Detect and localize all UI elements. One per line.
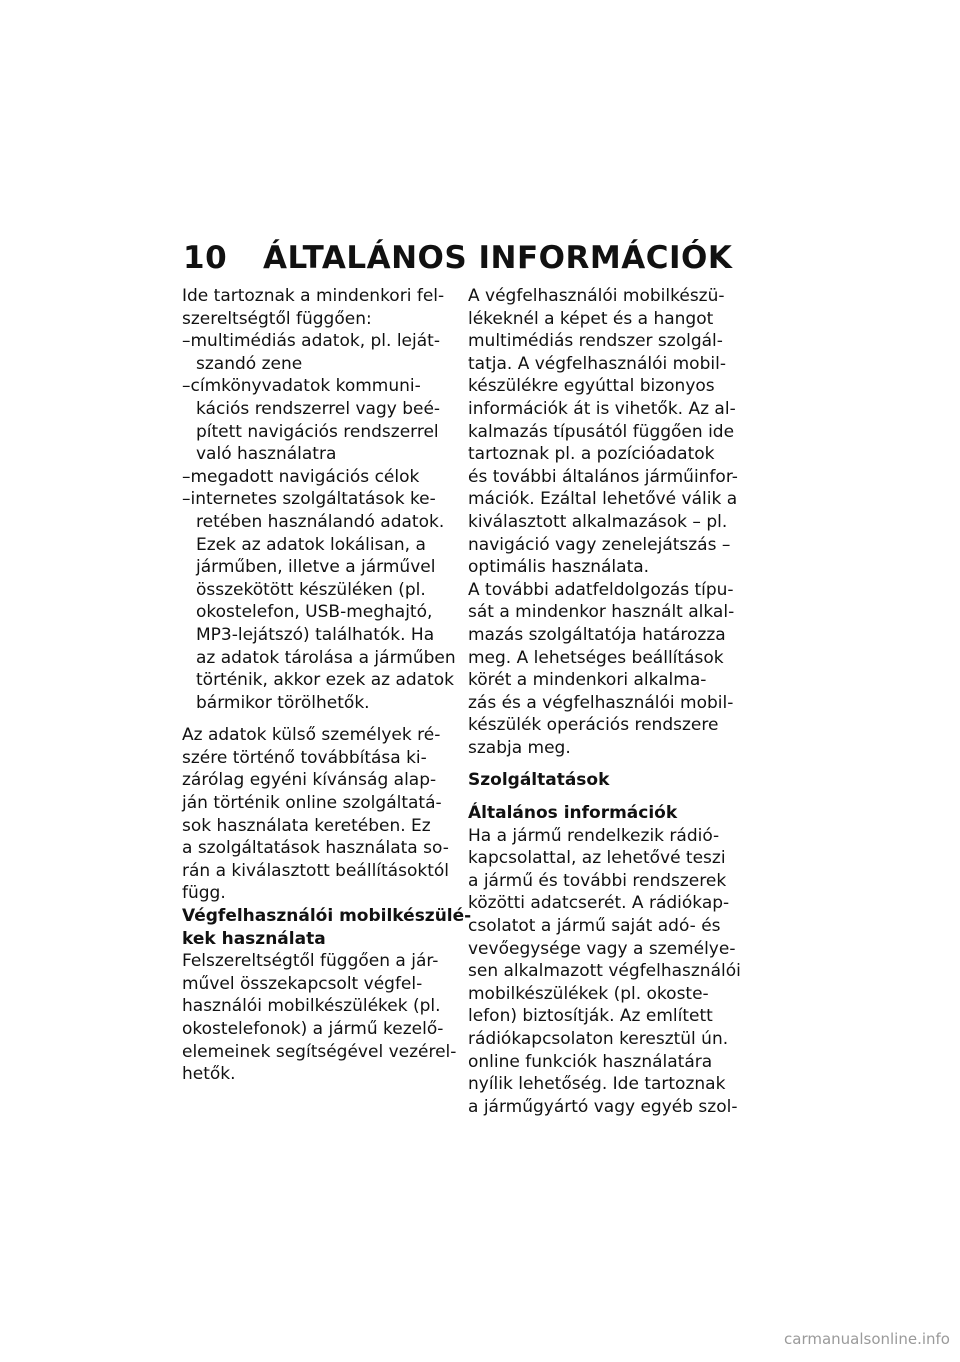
body-line: lefon) biztosítják. Az említett bbox=[468, 1006, 713, 1027]
chapter-title: ÁLTALÁNOS INFORMÁCIÓK bbox=[263, 240, 733, 276]
section-heading: Szolgáltatások bbox=[468, 770, 610, 791]
body-line: sok használata keretében. Ez bbox=[182, 815, 431, 836]
body-line: A további adatfeldolgozás típu- bbox=[468, 579, 734, 600]
left-column bbox=[182, 285, 472, 1086]
body-line: közötti adatcserét. A rádiókap- bbox=[468, 893, 730, 914]
chapter-heading bbox=[183, 240, 732, 276]
list-item-line: –megadott navigációs célok bbox=[182, 466, 420, 487]
right-column bbox=[468, 285, 740, 1118]
list-item-line: –internetes szolgáltatások ke- bbox=[182, 489, 436, 510]
body-line: zás és a végfelhasználói mobil- bbox=[468, 692, 734, 713]
list-item-line: –címkönyvadatok kommuni- bbox=[182, 376, 421, 397]
list-item-line: az adatok tárolása a járműben bbox=[196, 647, 456, 668]
body-line: rádiókapcsolaton keresztül ún. bbox=[468, 1029, 729, 1049]
body-line: Az adatok külső személyek ré- bbox=[182, 725, 441, 746]
body-line: információk át is vihetők. Az al- bbox=[468, 398, 736, 419]
list-item-line: pített navigációs rendszerrel bbox=[196, 421, 439, 442]
body-line: a járműgyártó vagy egyéb szol- bbox=[468, 1096, 738, 1117]
body-line: készülék operációs rendszere bbox=[468, 715, 719, 736]
body-line: Ide tartoznak a mindenkori fel- bbox=[182, 286, 445, 306]
body-line: Felszereltségtől függően a jár- bbox=[182, 951, 439, 972]
body-line: sen alkalmazott végfelhasználói bbox=[468, 961, 741, 982]
body-line: rán a kiválasztott beállításoktól bbox=[182, 860, 449, 881]
body-line: ján történik online szolgáltatá- bbox=[182, 793, 442, 814]
list-item-line: bármikor törölhetők. bbox=[196, 692, 370, 713]
body-line: nyílik lehetőség. Ide tartoznak bbox=[468, 1074, 726, 1095]
body-line: hetők. bbox=[182, 1064, 236, 1085]
list-item-line: okostelefon, USB-meghajtó, bbox=[196, 602, 433, 623]
chapter-number: 10 bbox=[183, 240, 228, 276]
body-line: használói mobilkészülékek (pl. bbox=[182, 996, 441, 1017]
watermark-text: carmanualsonline.info bbox=[784, 1330, 950, 1348]
list-item-line: összekötött készüléken (pl. bbox=[196, 579, 426, 600]
subsection-heading: Általános információk bbox=[468, 803, 678, 824]
list-item-line: járműben, illetve a járművel bbox=[196, 557, 436, 578]
body-line: online funkciók használatára bbox=[468, 1051, 713, 1072]
body-line: készülékre egyúttal bizonyos bbox=[468, 376, 715, 397]
body-line: okostelefonok) a jármű kezelő- bbox=[182, 1019, 444, 1039]
body-line: művel összekapcsolt végfel- bbox=[182, 973, 423, 994]
body-line: mációk. Ezáltal lehetővé válik a bbox=[468, 489, 738, 510]
body-line: szére történő továbbítása ki- bbox=[182, 747, 427, 768]
body-line: kalmazás típusától függően ide bbox=[468, 421, 735, 442]
list-item-line: Ezek az adatok lokálisan, a bbox=[196, 534, 426, 555]
body-line: navigáció vagy zenelejátszás – bbox=[468, 534, 731, 555]
body-line: elemeinek segítségével vezérel- bbox=[182, 1041, 457, 1062]
list-item-line: szandó zene bbox=[196, 353, 303, 374]
body-line: mobilkészülékek (pl. okoste- bbox=[468, 983, 709, 1004]
body-line: függ. bbox=[182, 883, 226, 904]
body-line: zárólag egyéni kívánság alap- bbox=[182, 770, 437, 791]
body-line: és további általános járműinfor- bbox=[468, 466, 738, 487]
body-line: szereltségtől függően: bbox=[182, 308, 372, 329]
list-item-line: való használatra bbox=[196, 444, 337, 465]
body-line: a szolgáltatások használata so- bbox=[182, 838, 449, 859]
body-line: kapcsolattal, az lehetővé teszi bbox=[468, 848, 726, 869]
body-line: meg. A lehetséges beállítások bbox=[468, 647, 724, 668]
body-line: A végfelhasználói mobilkészü- bbox=[468, 286, 725, 306]
body-line: Ha a jármű rendelkezik rádió- bbox=[468, 825, 720, 846]
body-line: kiválasztott alkalmazások – pl. bbox=[468, 511, 728, 532]
body-line: tartoznak pl. a pozícióadatok bbox=[468, 444, 715, 465]
body-line: sát a mindenkor használt alkal- bbox=[468, 602, 735, 623]
list-item-line: –multimédiás adatok, pl. leját- bbox=[182, 331, 440, 352]
section-heading: Végfelhasználói mobilkészülé- bbox=[182, 906, 472, 927]
section-heading: kek használata bbox=[182, 928, 326, 949]
body-line: körét a mindenkori alkalma- bbox=[468, 670, 707, 691]
body-line: mazás szolgáltatója határozza bbox=[468, 624, 726, 645]
body-line: multimédiás rendszer szolgál- bbox=[468, 331, 723, 352]
list-item-line: MP3-lejátszó) találhatók. Ha bbox=[196, 624, 435, 645]
list-item-line: kációs rendszerrel vagy beé- bbox=[196, 398, 441, 419]
body-line: optimális használata. bbox=[468, 557, 650, 578]
list-item-line: retében használandó adatok. bbox=[196, 511, 445, 532]
body-line: lékeknél a képet és a hangot bbox=[468, 308, 714, 329]
body-line: csolatot a jármű saját adó- és bbox=[468, 916, 721, 937]
body-line: a jármű és további rendszerek bbox=[468, 870, 727, 891]
list-item-line: történik, akkor ezek az adatok bbox=[196, 670, 454, 691]
body-line: tatja. A végfelhasználói mobil- bbox=[468, 353, 726, 374]
body-line: vevőegysége vagy a személye- bbox=[468, 938, 736, 959]
body-line: szabja meg. bbox=[468, 737, 571, 758]
